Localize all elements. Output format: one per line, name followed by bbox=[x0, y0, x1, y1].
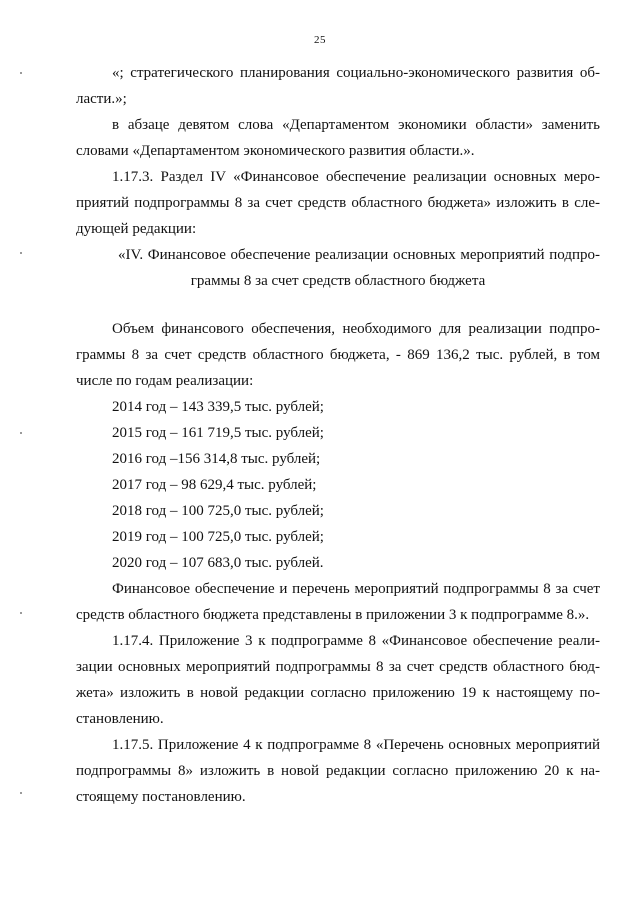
paragraph-line: ласти.»; bbox=[76, 91, 127, 107]
paragraph-line: «; стратегического планирования социально-экономического развития об- bbox=[112, 65, 600, 81]
paragraph-line: словами «Департаментом экономического развития области.». bbox=[76, 143, 475, 159]
paragraph-line: средств областного бюджета представлены в приложении 3 к подпрограмме 8.». bbox=[76, 607, 590, 623]
paragraph-line: в абзаце девятом слова «Департаментом экономики области» заменить bbox=[112, 117, 600, 133]
margin-mark bbox=[20, 432, 22, 434]
year-budget-line: 2019 год – 100 725,0 тыс. рублей; bbox=[112, 529, 324, 545]
page-number: 25 bbox=[314, 34, 326, 46]
paragraph-line: 1.17.4. Приложение 3 к подпрограмме 8 «Финансовое обеспечение реали- bbox=[112, 633, 600, 649]
year-budget-line: 2020 год – 107 683,0 тыс. рублей. bbox=[112, 555, 324, 571]
spacer bbox=[76, 294, 600, 316]
margin-mark bbox=[20, 72, 22, 74]
paragraph-line: дующей редакции: bbox=[76, 221, 197, 237]
margin-mark bbox=[20, 792, 22, 794]
year-budget-line: 2014 год – 143 339,5 тыс. рублей; bbox=[112, 399, 324, 415]
section-heading-line: граммы 8 за счет средств областного бюджета bbox=[190, 273, 486, 289]
margin-mark bbox=[20, 612, 22, 614]
paragraph-line: подпрограммы 8» изложить в новой редакции согласно приложению 20 к на- bbox=[76, 763, 600, 779]
paragraph-line: стоящему постановлению. bbox=[76, 789, 246, 805]
paragraph-line: граммы 8 за счет средств областного бюджета, - 869 136,2 тыс. рублей, в том bbox=[76, 347, 600, 363]
paragraph-line: зации основных мероприятий подпрограммы 8 за счет средств областного бюд- bbox=[76, 659, 600, 675]
year-budget-line: 2015 год – 161 719,5 тыс. рублей; bbox=[112, 425, 324, 441]
paragraph-line: жета» изложить в новой редакции согласно приложению 19 к настоящему по- bbox=[76, 685, 600, 701]
year-budget-line: 2017 год – 98 629,4 тыс. рублей; bbox=[112, 477, 317, 493]
paragraph-line: Объем финансового обеспечения, необходимого для реализации подпро- bbox=[112, 321, 600, 337]
paragraph-line: числе по годам реализации: bbox=[76, 373, 254, 389]
margin-mark bbox=[20, 252, 22, 254]
paragraph-line: 1.17.5. Приложение 4 к подпрограмме 8 «Перечень основных мероприятий bbox=[112, 737, 600, 753]
paragraph-line: приятий подпрограммы 8 за счет средств областного бюджета» изложить в сле- bbox=[76, 195, 600, 211]
year-budget-line: 2016 год –156 314,8 тыс. рублей; bbox=[112, 451, 321, 467]
paragraph-line: Финансовое обеспечение и перечень мероприятий подпрограммы 8 за счет bbox=[112, 581, 600, 597]
section-heading-line: «IV. Финансовое обеспечение реализации основных мероприятий подпро- bbox=[118, 247, 600, 263]
paragraph-line: 1.17.3. Раздел IV «Финансовое обеспечение реализации основных меро- bbox=[112, 169, 600, 185]
document-body bbox=[76, 60, 600, 810]
paragraph-line: становлению. bbox=[76, 711, 164, 727]
year-budget-line: 2018 год – 100 725,0 тыс. рублей; bbox=[112, 503, 324, 519]
